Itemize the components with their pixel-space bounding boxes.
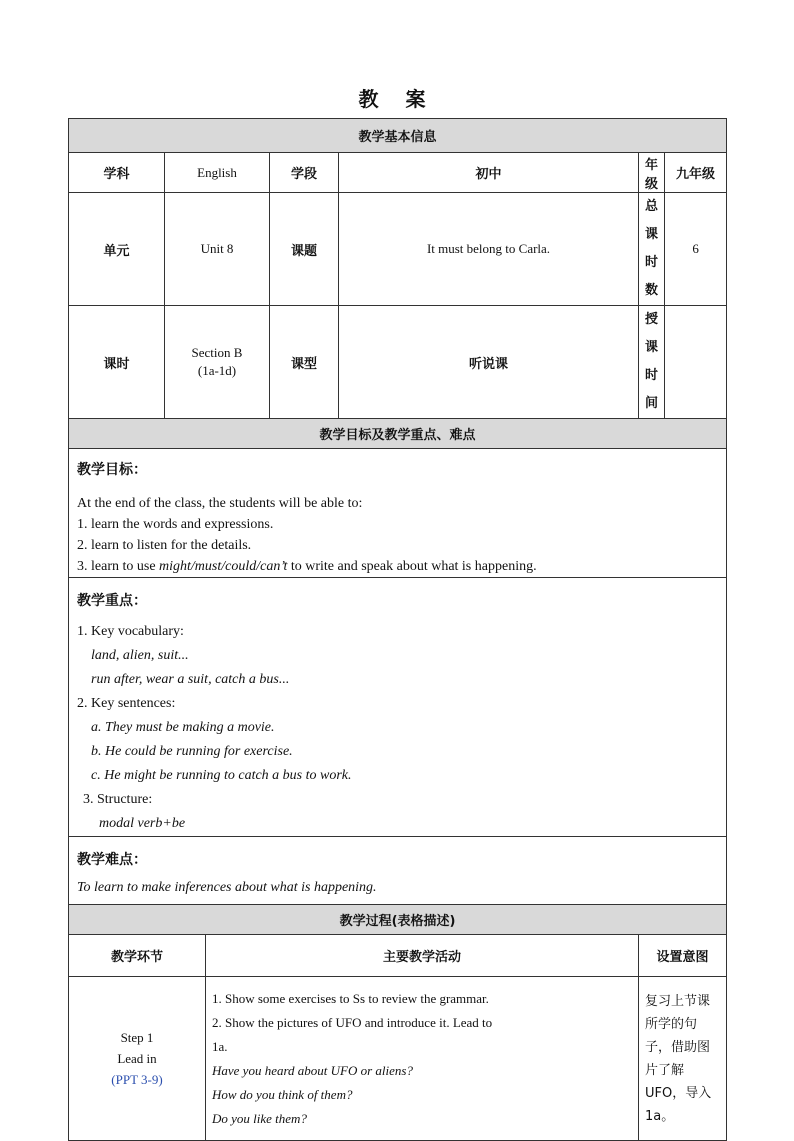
activity-line: 2. Show the pictures of UFO and introduce it. Lead to — [212, 1014, 493, 1030]
process-step-cell — [69, 977, 206, 1141]
period-value-line-1: Section B — [191, 345, 243, 360]
objective-3-post: to write and speak about what is happening. — [287, 559, 537, 574]
topic-label: 课题 — [270, 193, 339, 306]
objectives-intro: At the end of the class, the students will be able to: — [77, 496, 363, 511]
time-label-line-1: 授课 — [644, 312, 658, 355]
objective-item: 1. learn the words and expressions. — [77, 517, 274, 532]
step-ppt-reference: (PPT 3-9) — [111, 1072, 163, 1087]
section-header-goals: 教学目标及教学重点、难点 — [69, 419, 727, 449]
column-header-intent: 设置意图 — [639, 935, 727, 977]
process-intent-cell: 复习上节课所学的句子，借助图片了解UFO，导入 1a。 — [639, 977, 727, 1141]
objectives-title: 教学目标： — [77, 462, 147, 478]
total-hours-label — [639, 193, 665, 306]
activity-question: Have you heard about UFO or aliens? — [212, 1062, 413, 1078]
subject-value: English — [165, 153, 270, 193]
objectives-cell — [69, 449, 727, 578]
key-sentence: c. He might be running to catch a bus to work. — [91, 768, 352, 783]
step-name: Lead in — [117, 1051, 157, 1066]
key-point-item: 2. Key sentences: — [77, 696, 176, 711]
column-header-step: 教学环节 — [69, 935, 206, 977]
column-header-activity: 主要教学活动 — [206, 935, 639, 977]
type-label: 课型 — [270, 306, 339, 419]
difficult-points-cell — [69, 837, 727, 905]
process-activity-cell — [206, 977, 639, 1141]
total-hours-label-line-1: 总课 — [644, 199, 658, 242]
key-points-title: 教学重点： — [77, 593, 147, 609]
key-point-item: 3. Structure: — [83, 792, 153, 807]
key-structure: modal verb+be — [99, 816, 186, 831]
key-sentence: b. He could be running for exercise. — [91, 744, 293, 759]
stage-label: 学段 — [270, 153, 339, 193]
key-vocab-line: run after, wear a suit, catch a bus... — [91, 672, 290, 687]
grade-label: 年级 — [639, 153, 665, 193]
key-point-item: 1. Key vocabulary: — [77, 624, 184, 639]
period-value — [165, 306, 270, 419]
activity-line: 1. Show some exercises to Ss to review the grammar. — [212, 990, 489, 1006]
objective-3-pre: 3. learn to use — [77, 559, 160, 574]
unit-label: 单元 — [69, 193, 165, 306]
section-header-process: 教学过程(表格描述) — [69, 905, 727, 935]
difficult-points-text: To learn to make inferences about what is happening. — [77, 880, 377, 895]
lesson-plan-table — [68, 118, 727, 1141]
key-sentence: a. They must be making a movie. — [91, 720, 275, 735]
activity-question: How do you think of them? — [212, 1086, 353, 1102]
stage-value: 初中 — [339, 153, 639, 193]
time-label-line-2: 时间 — [644, 368, 658, 411]
objective-item: 2. learn to listen for the details. — [77, 538, 252, 553]
type-value: 听说课 — [339, 306, 639, 419]
period-value-line-2: (1a-1d) — [197, 363, 237, 378]
grade-value: 九年级 — [665, 153, 727, 193]
key-points-cell — [69, 578, 727, 837]
activity-line: 1a. — [212, 1038, 228, 1054]
subject-label: 学科 — [69, 153, 165, 193]
time-value — [665, 306, 727, 419]
key-vocab-line: land, alien, suit... — [91, 648, 189, 663]
process-row — [69, 977, 727, 1141]
page-title: 教 案 — [358, 87, 436, 111]
difficult-points-title: 教学难点： — [77, 852, 147, 868]
total-hours-label-line-2: 时数 — [644, 255, 658, 298]
time-label — [639, 306, 665, 419]
objective-item — [77, 556, 718, 577]
objective-3-modals: might/must/could/can’t — [159, 559, 288, 574]
unit-value: Unit 8 — [165, 193, 270, 306]
activity-question: Do you like them? — [212, 1110, 307, 1126]
period-label: 课时 — [69, 306, 165, 419]
topic-value: It must belong to Carla. — [339, 193, 639, 306]
total-hours-value: 6 — [665, 193, 727, 306]
section-header-basic-info: 教学基本信息 — [69, 119, 727, 153]
step-number: Step 1 — [120, 1030, 154, 1045]
